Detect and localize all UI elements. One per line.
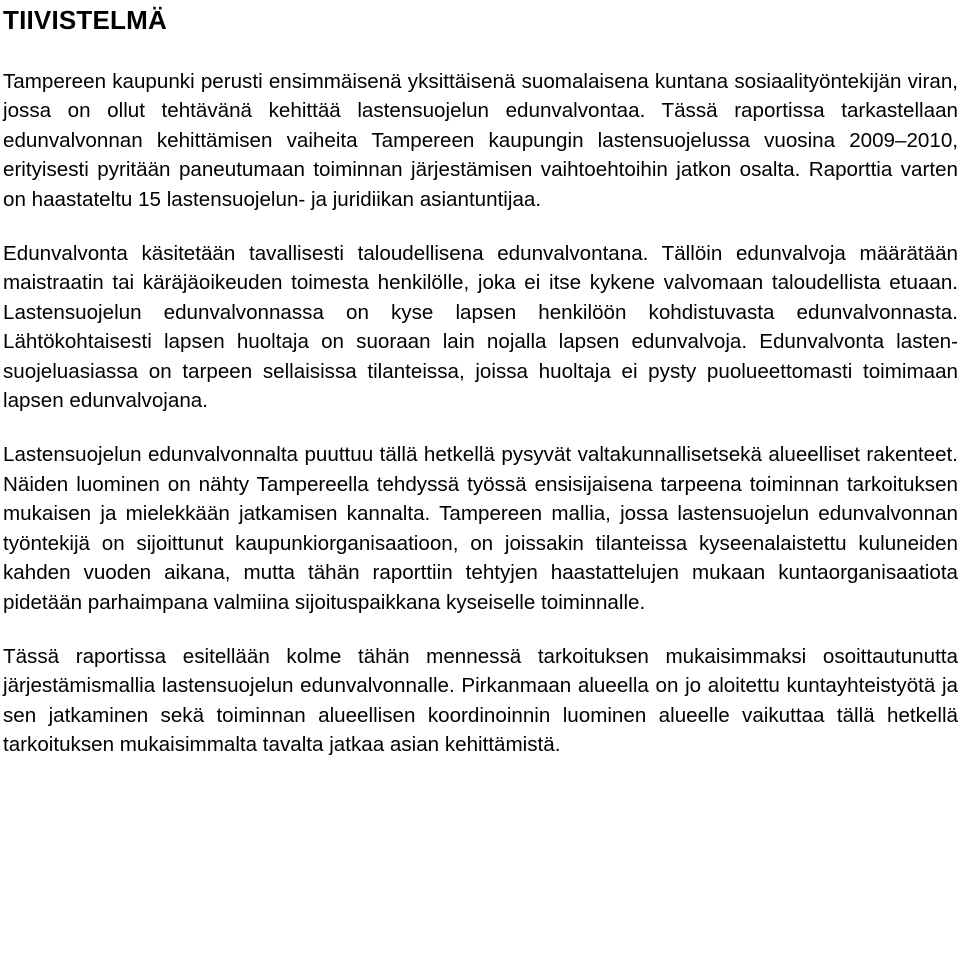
paragraph-2: Edunvalvonta käsitetään tavallisesti taloudellisena edunvalvontana. Tällöin edunvalvoja määrätään maistraatin tai käräjäoikeuden toimesta henkilölle, joka ei itse kykene valvomaan taloudellista etuaan. Lastensuojelun edunvalvonnassa on kyse lapsen henkilöön kohdistuvasta edunvalvonnasta. Lähtökohtaisesti lapsen huoltaja on suoraan lain nojalla lapsen edunvalvoja. Edunvalvonta lastensuojeluasiassa on tarpeen sellaisissa tilanteissa, joissa huoltaja ei pysty puolueettomasti toimimaan lapsen edunvalvojana. bbox=[3, 242, 958, 413]
paragraph-4: Tässä raportissa esitellään kolme tähän mennessä tarkoituksen mukaisimmaksi osoittautunutta järjestämismallia lastensuojelun edunvalvonnalle. Pirkanmaan alueella on jo aloitettu kuntayhteistyötä ja sen jatkaminen sekä toiminnan alueellisen koordinoinnin luominen alueelle vaikuttaa tällä hetkellä tarkoituksen mukaisimmalta tavalta jatkaa asian kehittämistä. bbox=[3, 644, 958, 757]
paragraph-1: Tampereen kaupunki perusti ensimmäisenä yksittäisenä suomalaisena kuntana sosiaalityöntekijän viran, jossa on ollut tehtävänä kehittää lastensuojelun edunvalvontaa. Tässä raportissa tarkastellaan edunvalvonnan kehittämisen vaiheita Tampereen kaupungin lastensuojelussa vuosina 2009–2010, erityisesti pyritään paneutumaan toiminnan järjestämisen vaihtoehtoihin jatkon osalta. Raporttia varten on haastateltu 15 lastensuojelun- ja juridiikan asiantuntijaa. bbox=[3, 70, 958, 211]
document-title: TIIVISTELMÄ bbox=[3, 5, 167, 35]
document-page bbox=[3, 0, 958, 760]
paragraph-3: Lastensuojelun edunvalvonnalta puuttuu tällä hetkellä pysyvät valtakunnallisetsekä alueelliset rakenteet. Näiden luominen on nähty Tampereella tehdyssä työssä ensisijaisena tarpeena toiminnan tarkoituksen mukaisen ja mielekkään jatkamisen kannalta. Tampereen mallia, jossa lastensuojelun edunvalvonnan työntekijä on sijoittunut kaupunkiorganisaatioon, on joissakin tilanteissa kyseenalaistettu kuluneiden kahden vuoden aikana, mutta tähän raporttiin tehtyjen haastattelujen mukaan kuntaorganisaatiota pidetään parhaimpana valmiina sijoituspaikkana kyseiselle toiminnalle. bbox=[3, 443, 958, 614]
